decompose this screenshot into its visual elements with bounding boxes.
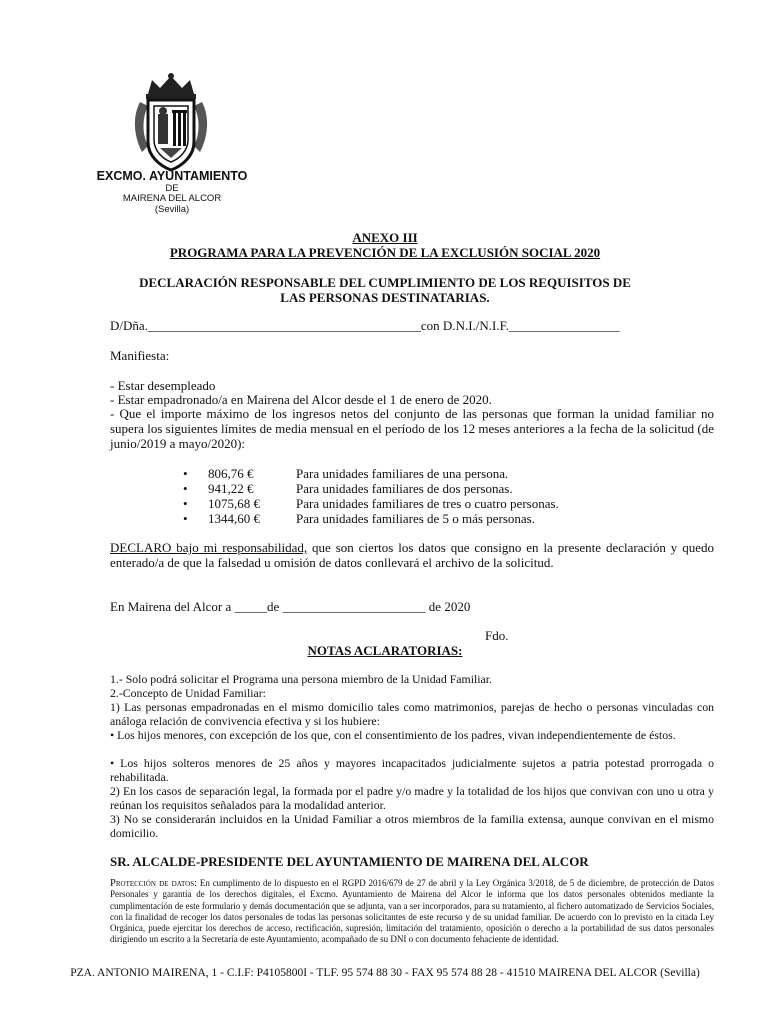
- bullet: •: [183, 511, 188, 526]
- list-item: [183, 466, 603, 481]
- privacy-text: En cumplimento de lo dispuesto en el RGPD 2016/679 de 27 de abril y la Ley Orgánica 3/2018, de 5 de diciembre, de protección de Datos Personales y garantía de los derechos digitales, el Excmo. Ayuntamiento de Mairena del Alcor le informa que los datos personales obtenidos mediante la cumplimentación de este formulario y demás documentación que se adjunta, van a ser incorporados, para su tratamiento, al fichero automatizado de Servicios Sociales, con la finalidad de recoger los datos personales de todas las personas solicitantes de este recurso y de su unidad familiar. De acuerdo con lo previsto en la citada Ley Orgánica, puede ejercitar los derechos de acceso, rectificación, supresión, limitación del tratamiento, oposición o derecho a la portabilidad de sus datos personales dirigiendo un escrito a la Secretaría de este Ayuntamiento, acompañado de su DNI o con documento fehaciente de identidad.: [110, 878, 715, 945]
- declaration-title-line1: DECLARACIÓN RESPONSABLE DEL CUMPLIMIENTO DE LOS REQUISITOS DE: [139, 275, 631, 290]
- requirement-unemployed: - Estar desempleado: [110, 378, 216, 393]
- bullet: •: [183, 496, 188, 511]
- coat-of-arms-logo: [130, 72, 212, 172]
- manifiesta-label: Manifiesta:: [110, 348, 170, 363]
- place-date-line: En Mairena del Alcor a _____de ______________________ de 2020: [110, 599, 471, 614]
- declaration-title-line2: LAS PERSONAS DESTINATARIAS.: [280, 290, 490, 305]
- note-1: 1.- Solo podrá solicitar el Programa una persona miembro de la Unidad Familiar.: [110, 672, 492, 686]
- org-name: EXCMO. AYUNTAMIENTO: [96, 169, 248, 183]
- list-item: [183, 496, 603, 511]
- org-town: MAIRENA DEL ALCOR: [122, 193, 222, 205]
- note-4: • Los hijos menores, con excepción de los que, con el consentimiento de los padres, vivan independientemente de éstos.: [110, 728, 676, 742]
- applicant-name-line: D/Dña.__________________________________________con D.N.I./N.I.F._________________: [110, 318, 620, 333]
- municipality-header: [86, 170, 258, 215]
- addressee: SR. ALCALDE-PRESIDENTE DEL AYUNTAMIENTO DE MAIRENA DEL ALCOR: [110, 854, 589, 869]
- org-de: DE: [165, 182, 179, 194]
- limit-amount: 806,76 €: [208, 466, 254, 481]
- limit-description: Para unidades familiares de 5 o más personas.: [296, 511, 535, 526]
- limit-amount: 1344,60 €: [208, 511, 260, 526]
- footer-address: PZA. ANTONIO MAIRENA, 1 - C.I.F: P4105800I - TLF. 95 574 88 30 - FAX 95 574 88 28 - 41510 MAIRENA DEL ALCOR (Sevilla): [70, 967, 700, 979]
- privacy-notice: [110, 878, 714, 946]
- list-item: [183, 511, 603, 526]
- annex-title: ANEXO III: [352, 230, 418, 245]
- declaro-lead: DECLARO bajo mi responsabilidad,: [110, 540, 308, 555]
- requirement-registered: - Estar empadronado/a en Mairena del Alcor desde el 1 de enero de 2020.: [110, 392, 492, 407]
- limit-description: Para unidades familiares de una persona.: [296, 466, 509, 481]
- note-6: 2) En los casos de separación legal, la formada por el padre y/o madre y la totalidad de los hijos que convivan con uno u otra y reúnan los requisitos señalados para la modalidad anterior.: [110, 784, 714, 812]
- requirement-income: - Que el importe máximo de los ingresos netos del conjunto de las personas que forman la unidad familiar no supera los siguientes límites de media mensual en el período de los 12 meses anteriores a la fecha de la solicitud (de junio/2019 a mayo/2020):: [110, 406, 714, 451]
- bullet: •: [183, 481, 188, 496]
- note-3: 1) Las personas empadronadas en el mismo domicilio tales como matrimonios, parejas de hecho o personas vinculadas con análoga relación de convivencia efectiva y si los hubiere:: [110, 700, 714, 728]
- limit-amount: 941,22 €: [208, 481, 254, 496]
- note-7: 3) No se considerarán incluidos en la Unidad Familiar a otros miembros de la familia extensa, aunque convivan en el mismo domicilio.: [110, 812, 714, 840]
- notes-title: NOTAS ACLARATORIAS:: [307, 643, 463, 658]
- bullet: •: [183, 466, 188, 481]
- list-item: [183, 481, 603, 496]
- declaro-rest: que son ciertos los datos que consigno en la presente declaración y quedo enterado/a de que la falsedad u omisión de datos conllevará el archivo de la solicitud.: [110, 540, 714, 570]
- limit-description: Para unidades familiares de tres o cuatro personas.: [296, 496, 559, 511]
- org-province: (Sevilla): [154, 203, 190, 215]
- privacy-lead: Protección de datos:: [110, 878, 198, 889]
- limit-description: Para unidades familiares de dos personas.: [296, 481, 513, 496]
- program-title: PROGRAMA PARA LA PREVENCIÓN DE LA EXCLUSIÓN SOCIAL 2020: [169, 245, 601, 260]
- note-2: 2.-Concepto de Unidad Familiar:: [110, 686, 266, 700]
- signature-label: Fdo.: [485, 628, 509, 643]
- note-5: • Los hijos solteros menores de 25 años y mayores incapacitados judicialmente sujetos a patria potestad prorrogada o rehabilitada.: [110, 756, 714, 784]
- declaration-paragraph: [110, 540, 714, 570]
- limit-amount: 1075,68 €: [208, 496, 260, 511]
